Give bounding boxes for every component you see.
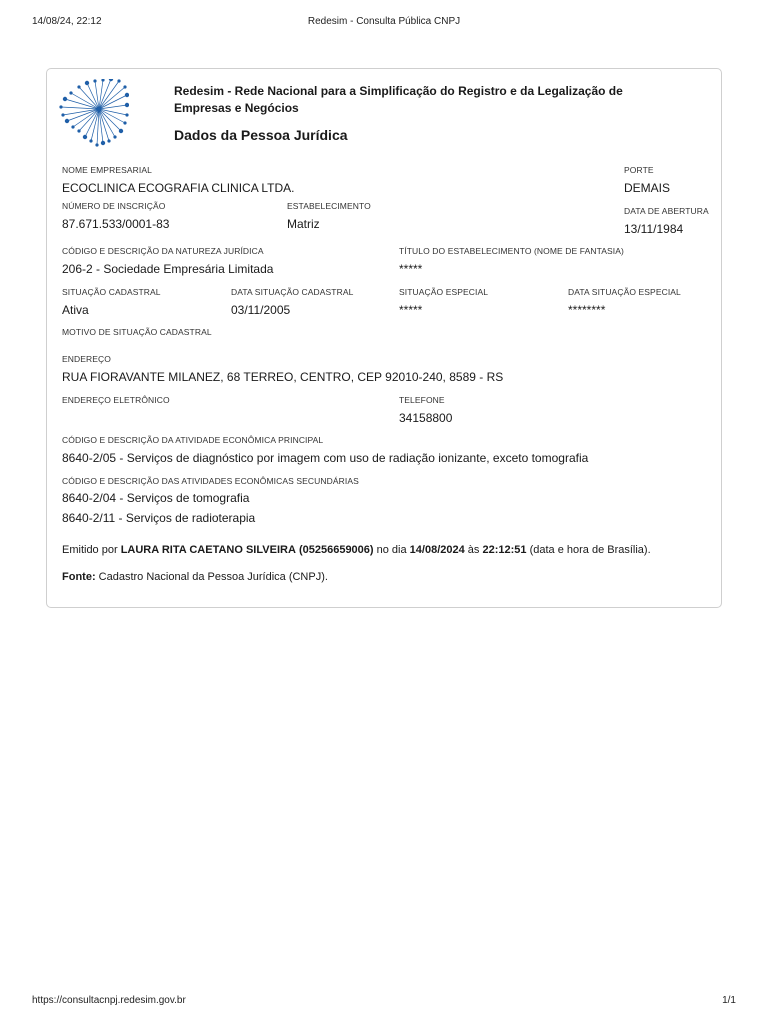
value-nome-empresarial: ECOCLINICA ECOGRAFIA CLINICA LTDA. [62, 181, 295, 195]
value-endereco: RUA FIORAVANTE MILANEZ, 68 TERREO, CENTRO, CEP 92010-240, 8589 - RS [62, 370, 504, 384]
label-numero-inscricao: NÚMERO DE INSCRIÇÃO [62, 201, 166, 211]
label-telefone: TELEFONE [399, 395, 445, 405]
redesim-network-logo-icon [59, 79, 129, 147]
print-page-number: 1/1 [722, 995, 736, 1006]
emission-date: 14/08/2024 [409, 544, 465, 556]
value-numero-inscricao: 87.671.533/0001-83 [62, 217, 170, 231]
label-natureza-juridica: CÓDIGO E DESCRIÇÃO DA NATUREZA JURÍDICA [62, 246, 264, 256]
label-porte: PORTE [624, 165, 654, 175]
org-name: Redesim - Rede Nacional para a Simplificação do Registro e da Legalização de Empresas e Negócios [174, 84, 623, 115]
value-atividade-secundaria: 8640-2/11 - Serviços de radioterapia [62, 511, 256, 525]
emission-at: às [464, 544, 483, 556]
source-label: Fonte: [62, 571, 96, 583]
value-estabelecimento: Matriz [287, 217, 320, 231]
label-data-abertura: DATA DE ABERTURA [624, 206, 709, 216]
label-nome-empresarial: NOME EMPRESARIAL [62, 165, 152, 175]
doc-title: Dados da Pessoa Jurídica [174, 127, 348, 143]
value-telefone: 34158800 [399, 411, 453, 425]
label-endereco-eletronico: ENDEREÇO ELETRÔNICO [62, 395, 170, 405]
label-situacao-cadastral: SITUAÇÃO CADASTRAL [62, 287, 161, 297]
company-data-card [46, 68, 722, 608]
print-header [32, 16, 736, 30]
label-estabelecimento: ESTABELECIMENTO [287, 201, 371, 211]
label-nome-fantasia: TÍTULO DO ESTABELECIMENTO (NOME DE FANTASIA) [399, 246, 624, 256]
emission-time: 22:12:51 [482, 544, 527, 556]
emitter-name: LAURA RITA CAETANO SILVEIRA [120, 544, 296, 556]
label-situacao-especial: SITUAÇÃO ESPECIAL [399, 287, 489, 297]
label-motivo-situacao: MOTIVO DE SITUAÇÃO CADASTRAL [62, 327, 212, 337]
value-situacao-cadastral: Ativa [62, 303, 89, 317]
value-atividade-principal: 8640-2/05 - Serviços de diagnóstico por imagem com uso de radiação ionizante, exceto tomografia [62, 451, 589, 465]
value-data-situacao-especial: ******** [568, 303, 606, 317]
value-natureza-juridica: 206-2 - Sociedade Empresária Limitada [62, 262, 274, 276]
emission-statement [62, 544, 651, 556]
value-nome-fantasia: ***** [399, 262, 423, 276]
print-url[interactable]: https://consultacnpj.redesim.gov.br [32, 995, 186, 1006]
value-porte: DEMAIS [624, 181, 671, 195]
source-statement [62, 571, 328, 583]
print-footer [32, 995, 736, 1009]
label-atividades-secundarias: CÓDIGO E DESCRIÇÃO DAS ATIVIDADES ECONÔMICAS SECUNDÁRIAS [62, 476, 359, 486]
value-data-situacao-cadastral: 03/11/2005 [231, 303, 291, 317]
value-situacao-especial: ***** [399, 303, 423, 317]
print-timestamp: 14/08/24, 22:12 [32, 16, 102, 27]
emission-middle: no dia [373, 544, 410, 556]
label-data-situacao-cadastral: DATA SITUAÇÃO CADASTRAL [231, 287, 354, 297]
print-title: Redesim - Consulta Pública CNPJ [307, 16, 461, 27]
label-atividade-principal: CÓDIGO E DESCRIÇÃO DA ATIVIDADE ECONÔMICA PRINCIPAL [62, 435, 324, 445]
label-data-situacao-especial: DATA SITUAÇÃO ESPECIAL [568, 287, 681, 297]
value-atividade-secundaria: 8640-2/04 - Serviços de tomografia [62, 491, 250, 505]
emission-prefix: Emitido por [62, 544, 121, 556]
value-data-abertura: 13/11/1984 [624, 222, 684, 236]
label-endereco: ENDEREÇO [62, 354, 111, 364]
emission-suffix: (data e hora de Brasília). [526, 544, 651, 556]
emitter-cpf: (05256659006) [298, 544, 374, 556]
source-text: Cadastro Nacional da Pessoa Jurídica (CNPJ). [95, 571, 328, 583]
